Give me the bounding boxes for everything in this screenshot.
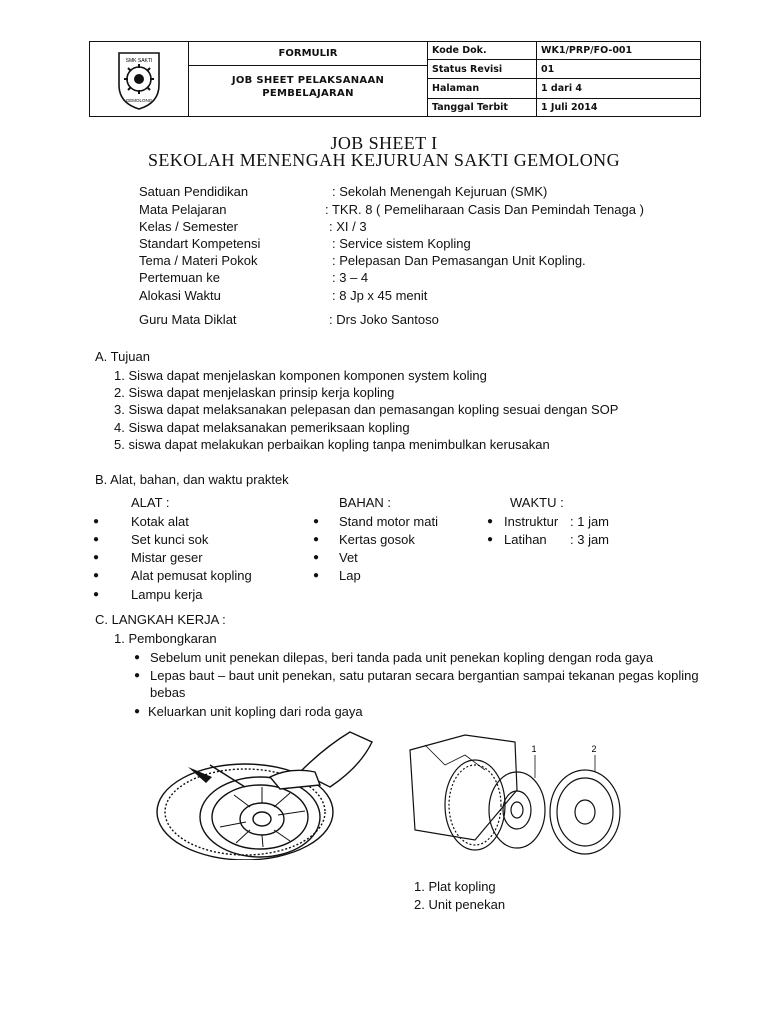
bullet-icon: ● bbox=[313, 516, 320, 527]
bullet-icon: ● bbox=[313, 534, 320, 545]
info-label: Tema / Materi Pokok bbox=[139, 253, 258, 268]
meta-value: WK1/PRP/FO-001 bbox=[537, 41, 702, 60]
step-bullet: Lepas baut – baut unit penekan, satu putaran secara bergantian sampai tekanan pegas kopling bbox=[150, 668, 699, 683]
info-label: Standart Kompetensi bbox=[139, 236, 261, 251]
meta-row bbox=[428, 60, 701, 79]
meta-value: 1 dari 4 bbox=[537, 79, 702, 98]
meta-row bbox=[428, 98, 701, 117]
info-value: : TKR. 8 ( Pemeliharaan Casis Dan Pemindah Tenaga ) bbox=[325, 202, 644, 217]
bahan-item: Stand motor mati bbox=[339, 514, 438, 529]
figure-legend-item: 1. Plat kopling bbox=[414, 879, 496, 894]
figure-number: 2 bbox=[591, 744, 597, 754]
objective-item: 3. Siswa dapat melaksanakan pelepasan dan pemasangan kopling sesuai dengan SOP bbox=[114, 402, 619, 417]
form-title-line2: PEMBELAJARAN bbox=[262, 88, 354, 99]
info-label: Guru Mata Diklat bbox=[139, 312, 237, 327]
waktu-label: WAKTU : bbox=[510, 495, 564, 510]
form-title bbox=[189, 74, 427, 100]
bahan-label: BAHAN : bbox=[339, 495, 392, 510]
alat-item: Kotak alat bbox=[131, 514, 189, 529]
figure-legend-item: 2. Unit penekan bbox=[414, 897, 506, 912]
objective-item: 5. siswa dapat melakukan perbaikan kopling tanpa menimbulkan kerusakan bbox=[114, 437, 550, 452]
waktu-name: Latihan bbox=[504, 532, 547, 547]
meta-row bbox=[428, 41, 701, 60]
info-value: : Pelepasan Dan Pemasangan Unit Kopling. bbox=[332, 253, 586, 268]
objective-item: 2. Siswa dapat menjelaskan prinsip kerja kopling bbox=[114, 385, 395, 400]
waktu-value: : 1 jam bbox=[570, 514, 610, 529]
bullet-icon: ● bbox=[134, 670, 141, 681]
info-value: : XI / 3 bbox=[329, 219, 367, 234]
logo-text-bottom: GEMOLONG bbox=[125, 98, 153, 103]
step-title: 1. Pembongkaran bbox=[114, 631, 217, 646]
form-label: FORMULIR bbox=[189, 41, 427, 66]
meta-key: Status Revisi bbox=[428, 60, 537, 79]
bullet-icon: ● bbox=[487, 516, 494, 527]
info-label: Mata Pelajaran bbox=[139, 202, 227, 217]
figure-number: 1 bbox=[531, 744, 537, 754]
step-bullet: Keluarkan unit kopling dari roda gaya bbox=[148, 704, 363, 719]
waktu-name: Instruktur bbox=[504, 514, 559, 529]
logo-cell bbox=[89, 41, 189, 117]
school-logo bbox=[89, 41, 189, 117]
alat-label: ALAT : bbox=[131, 495, 170, 510]
clutch-exploded-illustration bbox=[405, 730, 630, 860]
info-value: : 3 – 4 bbox=[332, 270, 369, 285]
alat-item: Mistar geser bbox=[131, 550, 203, 565]
info-label: Kelas / Semester bbox=[139, 219, 238, 234]
bullet-icon: ● bbox=[93, 516, 100, 527]
bullet-icon: ● bbox=[313, 570, 320, 581]
waktu-value: : 3 jam bbox=[570, 532, 610, 547]
step-bullet: Sebelum unit penekan dilepas, beri tanda pada unit penekan kopling dengan roda gaya bbox=[150, 650, 654, 665]
form-title-line1: JOB SHEET PELAKSANAAN bbox=[231, 75, 385, 86]
section-a-heading: A. Tujuan bbox=[95, 349, 150, 364]
info-value: : 8 Jp x 45 menit bbox=[332, 288, 428, 303]
info-label: Satuan Pendidikan bbox=[139, 184, 249, 199]
bahan-item: Vet bbox=[339, 550, 358, 565]
bahan-item: Kertas gosok bbox=[339, 532, 415, 547]
meta-value: 01 bbox=[537, 60, 702, 79]
bullet-icon: ● bbox=[313, 552, 320, 563]
bullet-icon: ● bbox=[134, 706, 141, 717]
meta-key: Tanggal Terbit bbox=[428, 98, 537, 117]
page-subtitle: SEKOLAH MENENGAH KEJURUAN SAKTI GEMOLONG bbox=[148, 150, 620, 170]
info-value: : Sekolah Menengah Kejuruan (SMK) bbox=[332, 184, 548, 199]
objective-item: 1. Siswa dapat menjelaskan komponen komponen system koling bbox=[114, 368, 487, 383]
meta-key: Halaman bbox=[428, 79, 537, 98]
info-label: Pertemuan ke bbox=[139, 270, 220, 285]
bahan-item: Lap bbox=[339, 568, 361, 583]
document-meta bbox=[428, 41, 701, 117]
alat-item: Alat pemusat kopling bbox=[131, 568, 252, 583]
bullet-icon: ● bbox=[93, 534, 100, 545]
alat-item: Lampu kerja bbox=[131, 587, 203, 602]
meta-value: 1 Juli 2014 bbox=[541, 102, 598, 114]
bullet-icon: ● bbox=[134, 652, 141, 663]
alat-item: Set kunci sok bbox=[131, 532, 209, 547]
info-value: : Drs Joko Santoso bbox=[329, 312, 439, 327]
clutch-removal-illustration bbox=[150, 727, 375, 860]
page-title: JOB SHEET I bbox=[330, 133, 438, 153]
logo-text-top: SMK SAKTI bbox=[125, 58, 153, 64]
meta-row bbox=[428, 79, 701, 98]
bullet-icon: ● bbox=[93, 570, 100, 581]
info-value: : Service sistem Kopling bbox=[332, 236, 471, 251]
section-c-heading: C. LANGKAH KERJA : bbox=[95, 612, 226, 627]
bullet-icon: ● bbox=[487, 534, 494, 545]
objective-item: 4. Siswa dapat melaksanakan pemeriksaan kopling bbox=[114, 420, 410, 435]
section-b-heading: B. Alat, bahan, dan waktu praktek bbox=[95, 472, 289, 487]
bullet-icon: ● bbox=[93, 552, 100, 563]
meta-key: Kode Dok. bbox=[428, 41, 537, 60]
info-label: Alokasi Waktu bbox=[139, 288, 221, 303]
bullet-icon: ● bbox=[93, 589, 100, 600]
form-title-cell bbox=[189, 41, 428, 117]
step-bullet-continuation: bebas bbox=[150, 685, 186, 700]
